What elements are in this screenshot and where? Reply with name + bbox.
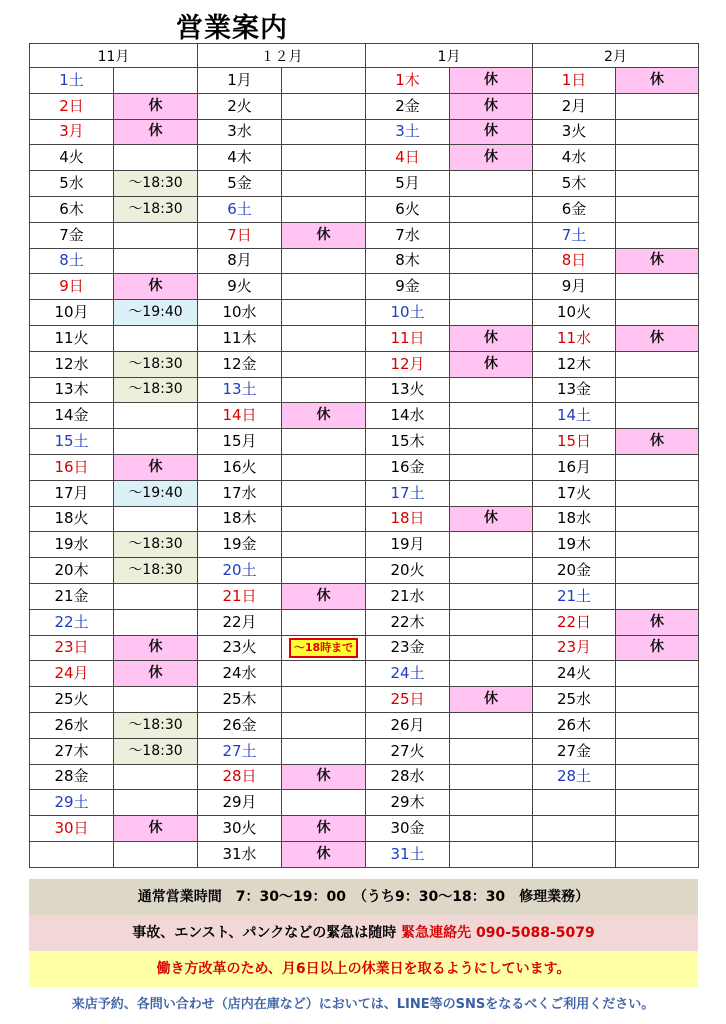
date-cell: 7日 [198,222,282,248]
date-cell: 25火 [30,687,114,713]
date-cell: 23火 [198,635,282,661]
date-cell: 1月 [198,68,282,94]
status-cell [450,480,533,506]
status-cell [282,687,366,713]
date-cell: 20金 [533,558,616,584]
date-cell: 11木 [198,325,282,351]
date-cell: 6火 [366,196,450,222]
date-cell: 21金 [30,583,114,609]
date-cell: 6金 [533,196,616,222]
date-cell: 25木 [198,687,282,713]
status-cell [282,351,366,377]
status-cell [450,790,533,816]
date-cell: 9月 [533,274,616,300]
calendar-row [30,145,699,171]
date-cell: 8木 [366,248,450,274]
closed-cell: 休 [616,609,699,635]
status-cell: ～18:30 [114,558,198,584]
date-cell: 30金 [366,816,450,842]
date-cell: 17月 [30,480,114,506]
status-cell [282,274,366,300]
calendar-row [30,377,699,403]
closed-cell: 休 [282,403,366,429]
date-cell: 16火 [198,454,282,480]
closed-cell: 休 [450,351,533,377]
date-cell: 17土 [366,480,450,506]
calendar-row [30,274,699,300]
closed-cell: 休 [450,93,533,119]
closed-cell: 休 [450,506,533,532]
status-cell [114,429,198,455]
calendar-row [30,119,699,145]
date-cell: 14金 [30,403,114,429]
status-cell [616,145,699,171]
date-cell: 21土 [533,583,616,609]
closed-cell: 休 [616,248,699,274]
status-cell [282,532,366,558]
status-cell [616,480,699,506]
status-cell [282,661,366,687]
date-cell: 3火 [533,119,616,145]
status-cell [282,790,366,816]
date-cell [30,841,114,867]
status-cell [450,196,533,222]
date-cell: 20火 [366,558,450,584]
calendar-row [30,816,699,842]
date-cell: 16月 [533,454,616,480]
date-cell: 21水 [366,583,450,609]
status-cell [616,790,699,816]
date-cell: 28水 [366,764,450,790]
date-cell: 26金 [198,712,282,738]
status-cell: ～18:30 [114,196,198,222]
month-header: 2月 [533,44,699,68]
date-cell: 14日 [198,403,282,429]
status-cell [450,274,533,300]
status-cell [616,532,699,558]
status-cell [282,300,366,326]
date-cell: 17水 [198,480,282,506]
status-cell [282,558,366,584]
status-cell [114,583,198,609]
month-header: 1月 [366,44,533,68]
calendar-row [30,171,699,197]
closed-cell: 休 [114,119,198,145]
status-cell [450,764,533,790]
closed-cell: 休 [114,93,198,119]
status-cell [450,558,533,584]
status-cell [282,145,366,171]
status-cell [450,661,533,687]
status-cell [282,325,366,351]
date-cell: 19木 [533,532,616,558]
date-cell: 23金 [366,635,450,661]
closed-cell: 休 [450,119,533,145]
date-cell: 4火 [30,145,114,171]
date-cell: 20土 [198,558,282,584]
closed-cell: 休 [616,325,699,351]
date-cell: 24水 [198,661,282,687]
status-cell [616,93,699,119]
status-cell [450,429,533,455]
special-hours-cell [282,635,366,661]
status-cell [114,764,198,790]
date-cell: 6木 [30,196,114,222]
status-cell [616,274,699,300]
status-cell [616,506,699,532]
date-cell [533,790,616,816]
page-title: 営業案内 [176,13,288,44]
status-cell [450,248,533,274]
date-cell: 12水 [30,351,114,377]
date-cell: 29木 [366,790,450,816]
date-cell: 26木 [533,712,616,738]
status-cell [114,609,198,635]
date-cell: 22土 [30,609,114,635]
status-cell [114,790,198,816]
status-cell [616,403,699,429]
date-cell: 2金 [366,93,450,119]
status-cell: ～18:30 [114,377,198,403]
calendar-row [30,841,699,867]
date-cell: 7水 [366,222,450,248]
date-cell: 14水 [366,403,450,429]
closed-cell: 休 [616,429,699,455]
special-hours-tag: ～18時まで [289,638,358,658]
status-cell [114,506,198,532]
calendar-row [30,661,699,687]
date-cell: 25水 [533,687,616,713]
date-cell: 7金 [30,222,114,248]
status-cell [616,841,699,867]
status-cell [114,248,198,274]
status-cell [616,687,699,713]
date-cell: 1日 [533,68,616,94]
date-cell: 22月 [198,609,282,635]
status-cell [616,816,699,842]
status-cell [450,841,533,867]
status-cell [450,222,533,248]
date-cell: 4日 [366,145,450,171]
calendar-row [30,454,699,480]
date-cell: 10土 [366,300,450,326]
status-cell [616,712,699,738]
date-cell: 4水 [533,145,616,171]
date-cell: 13木 [30,377,114,403]
closed-cell: 休 [450,145,533,171]
date-cell: 13金 [533,377,616,403]
status-cell [450,171,533,197]
date-cell: 3月 [30,119,114,145]
date-cell: 20木 [30,558,114,584]
calendar-row [30,68,699,94]
status-cell: ～19:40 [114,300,198,326]
status-cell [616,119,699,145]
status-cell [282,738,366,764]
calendar-row [30,687,699,713]
status-cell: ～18:30 [114,738,198,764]
date-cell: 27火 [366,738,450,764]
date-cell: 18日 [366,506,450,532]
status-cell: ～18:30 [114,351,198,377]
calendar-row [30,609,699,635]
date-cell: 11水 [533,325,616,351]
date-cell: 27金 [533,738,616,764]
date-cell: 29月 [198,790,282,816]
date-cell: 7土 [533,222,616,248]
date-cell: 13土 [198,377,282,403]
date-cell: 28土 [533,764,616,790]
status-cell [450,454,533,480]
date-cell: 1木 [366,68,450,94]
date-cell: 10水 [198,300,282,326]
date-cell: 31水 [198,841,282,867]
status-cell [282,506,366,532]
closed-cell: 休 [114,454,198,480]
date-cell: 30火 [198,816,282,842]
status-cell [616,661,699,687]
date-cell: 12金 [198,351,282,377]
closed-cell: 休 [282,583,366,609]
status-cell [450,712,533,738]
date-cell: 16日 [30,454,114,480]
business-hours: 通常営業時間 7：30～19：00 （うち9：30～18：30 修理業務） [29,879,698,915]
date-cell: 19月 [366,532,450,558]
closed-cell: 休 [114,816,198,842]
status-cell [282,480,366,506]
date-cell: 25日 [366,687,450,713]
date-cell: 9金 [366,274,450,300]
date-cell: 6土 [198,196,282,222]
status-cell [450,377,533,403]
status-cell [616,454,699,480]
date-cell: 24土 [366,661,450,687]
calendar-row [30,325,699,351]
closed-cell: 休 [616,635,699,661]
calendar-row [30,300,699,326]
status-cell [282,68,366,94]
calendar-row [30,93,699,119]
date-cell: 27土 [198,738,282,764]
date-cell: 24火 [533,661,616,687]
status-cell [450,609,533,635]
calendar-row [30,558,699,584]
date-cell: 12月 [366,351,450,377]
date-cell: 8日 [533,248,616,274]
date-cell: 8土 [30,248,114,274]
status-cell [450,583,533,609]
business-calendar [29,43,699,868]
status-cell [282,248,366,274]
calendar-row [30,583,699,609]
calendar-row [30,480,699,506]
calendar-row [30,635,699,661]
status-cell [616,764,699,790]
date-cell: 26水 [30,712,114,738]
date-cell: 10火 [533,300,616,326]
calendar-row [30,196,699,222]
date-cell: 8月 [198,248,282,274]
date-cell: 30日 [30,816,114,842]
status-cell [616,222,699,248]
status-cell [616,377,699,403]
date-cell: 5月 [366,171,450,197]
status-cell: ～19:40 [114,480,198,506]
date-cell: 14土 [533,403,616,429]
status-cell [450,300,533,326]
date-cell: 17火 [533,480,616,506]
closed-cell: 休 [450,687,533,713]
date-cell: 5木 [533,171,616,197]
date-cell: 28日 [198,764,282,790]
status-cell [450,816,533,842]
month-header: １２月 [198,44,366,68]
status-cell: ～18:30 [114,171,198,197]
calendar-row [30,248,699,274]
month-header: 11月 [30,44,198,68]
status-cell [450,532,533,558]
closed-cell: 休 [282,222,366,248]
status-cell [282,171,366,197]
status-cell [616,300,699,326]
date-cell: 16金 [366,454,450,480]
status-cell [114,325,198,351]
date-cell: 5金 [198,171,282,197]
work-style-notice: 働き方改革のため、月6日以上の休業日を取るようにしています。 [29,951,698,987]
status-cell [114,222,198,248]
date-cell: 1土 [30,68,114,94]
closed-cell: 休 [450,68,533,94]
status-cell [282,119,366,145]
status-cell [450,635,533,661]
calendar-row [30,403,699,429]
date-cell: 23日 [30,635,114,661]
date-cell: 3土 [366,119,450,145]
status-cell [616,583,699,609]
date-cell: 24月 [30,661,114,687]
emergency-phone: 090-5088-5079 [476,925,595,941]
calendar-row [30,506,699,532]
date-cell: 13火 [366,377,450,403]
status-cell [282,93,366,119]
date-cell: 22日 [533,609,616,635]
date-cell: 22木 [366,609,450,635]
status-cell [282,609,366,635]
date-cell: 9火 [198,274,282,300]
date-cell: 15日 [533,429,616,455]
status-cell [616,351,699,377]
calendar-row [30,429,699,455]
date-cell: 19金 [198,532,282,558]
date-cell: 11日 [366,325,450,351]
date-cell: 23月 [533,635,616,661]
status-cell [114,687,198,713]
date-cell: 26月 [366,712,450,738]
status-cell [114,403,198,429]
status-cell [282,454,366,480]
status-cell [114,145,198,171]
calendar-row [30,738,699,764]
calendar-row [30,712,699,738]
emergency-text: 事故、エンスト、パンクなどの緊急は随時 [132,925,397,941]
date-cell: 15月 [198,429,282,455]
footer-note: 来店予約、各問い合わせ（店内在庫など）においては、LINE等のSNSをなるべくご利用ください。 [71,997,655,1012]
emergency-info [29,915,698,951]
status-cell [450,403,533,429]
date-cell: 28金 [30,764,114,790]
date-cell: 4木 [198,145,282,171]
emergency-label: 緊急連絡先 [401,925,472,941]
status-cell [282,196,366,222]
date-cell: 21日 [198,583,282,609]
date-cell: 12木 [533,351,616,377]
date-cell: 2日 [30,93,114,119]
closed-cell: 休 [616,68,699,94]
calendar-row [30,790,699,816]
date-cell: 18水 [533,506,616,532]
status-cell [114,68,198,94]
date-cell: 11火 [30,325,114,351]
date-cell: 31土 [366,841,450,867]
date-cell [533,816,616,842]
status-cell [114,841,198,867]
calendar-row [30,351,699,377]
date-cell: 15土 [30,429,114,455]
status-cell: ～18:30 [114,532,198,558]
date-cell: 19水 [30,532,114,558]
date-cell: 2月 [533,93,616,119]
closed-cell: 休 [282,816,366,842]
status-cell [282,377,366,403]
date-cell: 9日 [30,274,114,300]
date-cell: 2火 [198,93,282,119]
calendar-row [30,532,699,558]
date-cell: 18火 [30,506,114,532]
date-cell [533,841,616,867]
calendar-row [30,764,699,790]
date-cell: 5水 [30,171,114,197]
closed-cell: 休 [114,661,198,687]
date-cell: 15木 [366,429,450,455]
status-cell [282,429,366,455]
closed-cell: 休 [114,274,198,300]
closed-cell: 休 [450,325,533,351]
status-cell [616,171,699,197]
closed-cell: 休 [114,635,198,661]
status-cell: ～18:30 [114,712,198,738]
date-cell: 27木 [30,738,114,764]
status-cell [616,738,699,764]
status-cell [450,738,533,764]
status-cell [282,712,366,738]
date-cell: 10月 [30,300,114,326]
closed-cell: 休 [282,841,366,867]
status-cell [616,196,699,222]
status-cell [616,558,699,584]
date-cell: 3水 [198,119,282,145]
closed-cell: 休 [282,764,366,790]
calendar-row [30,222,699,248]
date-cell: 18木 [198,506,282,532]
date-cell: 29土 [30,790,114,816]
